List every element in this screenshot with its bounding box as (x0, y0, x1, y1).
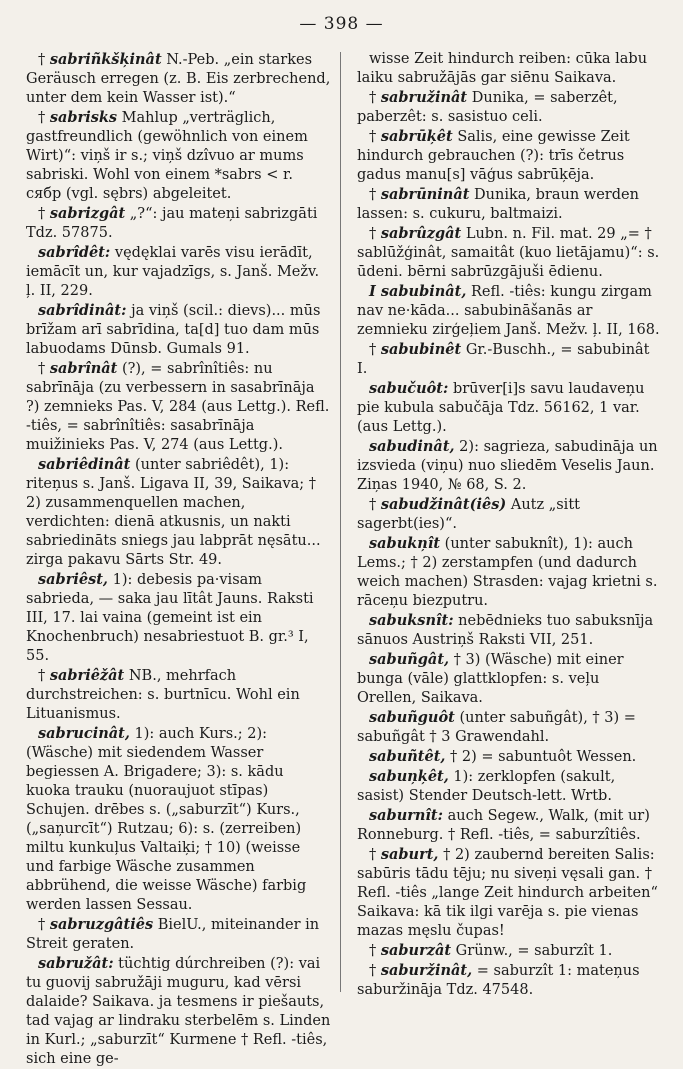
entry-headword: sabriêdinât (38, 456, 131, 473)
entry-headword: sabružinât (380, 89, 468, 106)
entry-definition: ja viņš (scil.: dievs)... mūs brīžam arī sabrīdina, ta[d] tuo dam mūs labuodams Dūnsb. Gumals 91. (26, 303, 321, 357)
entry-headword: saburžinât, (380, 962, 473, 979)
entry-definition: 2): sagrieza, sabudināja un izsvieda (viņu) nuo sliedēm Veselis Jaun. Ziņas 1940, № 68, S. 2. (357, 439, 658, 493)
entry-definition: wisse Zeit hindurch reiben: cūka labu laiku sabružājās gar siēnu Saikava. (357, 51, 648, 86)
entry-headword: sabrūninât (380, 186, 470, 203)
entry-definition: † 2) zaubernd bereiten Salis: sabūris tādu tēju; nu siveņi vęsali gan. † Refl. -tiês „lange Zeit hindurch arbeiten“ Saikava: kā tik ilgi varēja s. pie vienas mazas męslu čupas! (357, 847, 658, 939)
dagger-mark: † (38, 110, 50, 126)
dictionary-entry (26, 50, 331, 108)
entry-definition: Autz „sitt sagerbt(ies)“. (357, 497, 580, 532)
dictionary-entry (26, 666, 331, 724)
entry-headword: sabuñgât, (369, 651, 450, 668)
entry-headword: sabubinêt (380, 341, 462, 358)
entry-headword: sabrîdinât: (38, 302, 127, 319)
entry-definition: Refl. -tiês: kungu zirgam nav ne·kāda... sabubināšanās ar zemnieku zirģeļiem Janš. Mežv. ļ. II, 168. (357, 284, 660, 338)
entry-headword: sabuksnît: (369, 612, 454, 629)
entry-headword: sabriñkšķinât (49, 51, 162, 68)
entry-headword: sabuñtêt, (369, 748, 446, 765)
entry-definition: Salis, eine gewisse Zeit hindurch gebrauchen (?): trīs četrus gadus manu[s] vāģus sabrūķēja. (357, 129, 630, 183)
entry-definition: † 3) (Wäsche) mit einer bunga (vāle) glattklopfen: s. veļu Orellen, Saikava. (357, 652, 624, 706)
dagger-mark: † (369, 129, 381, 145)
dagger-mark: † (369, 497, 381, 513)
entry-definition: Dunika, = saberzêt, paberzêt: s. sasistuo celi. (357, 90, 618, 125)
entry-definition: NB., mehrfach durchstreichen: s. burtnīcu. Wohl ein Lituanismus. (26, 668, 300, 722)
entry-headword: saburzât (380, 942, 452, 959)
entry-definition: † 2) = sabuntuôt Wessen. (445, 749, 637, 765)
entry-definition: Dunika, braun werden lassen: s. cukuru, baltmaizi. (357, 187, 639, 222)
entry-definition: Gr.-Buschh., = sabubinât I. (357, 342, 650, 377)
page-number: — 398 — (299, 14, 384, 34)
entry-definition: nebēdnieks tuo sabuksnīja sānuos Austriņš Raksti VII, 251. (357, 613, 654, 648)
entry-headword: sabrizgât (49, 205, 126, 222)
entry-definition: = saburzît 1: mateņus saburžināja Tdz. 47548. (357, 963, 640, 998)
entry-headword: sabrisks (49, 109, 118, 126)
entry-definition: Grünw., = saburzît 1. (451, 943, 613, 959)
dagger-mark: † (38, 917, 50, 933)
dictionary-entry (357, 379, 660, 437)
dictionary-entry (357, 224, 660, 282)
dictionary-entry (357, 282, 660, 340)
entry-definition: auch Segew., Walk, (mit ur) Ronneburg. † Refl. -tiês, = saburzîtiês. (357, 808, 650, 843)
entry-definition: vędęklai varēs visu ierādīt, iemācīt un, kur vajadzīgs, s. Janš. Mežv. ļ. II, 229. (26, 245, 320, 299)
dictionary-entry (357, 961, 660, 1000)
entry-definition: (unter sabuknît), 1): auch Lems.; † 2) zerstampfen (und dadurch weich machen) Strasden: vajag krietni s. rāceņu biezputru. (357, 536, 658, 609)
dictionary-entry (357, 941, 660, 961)
entry-headword: I sabubinât, (369, 283, 467, 300)
entry-definition: Mahlup „verträglich, gastfreundlich (gewöhnlich von einem Wirt)“: viņš ir s.; viņš dzîvuo ar mums sabriski. Wohl von einem *sabrs < r. сябр (vgl. sębrs) abgeleitet. (26, 110, 308, 202)
entry-headword: saburt, (380, 846, 439, 863)
entry-definition: N.-Peb. „ein starkes Geräusch erregen (z. B. Eis zerbrechend, unter dem kein Wasser ist).“ (26, 52, 331, 106)
dictionary-entry (357, 747, 660, 767)
dagger-mark: † (369, 963, 381, 979)
dictionary-entry (357, 340, 660, 379)
entry-headword: sabrînât (49, 360, 118, 377)
dictionary-entry (357, 88, 660, 127)
entry-definition: „?“: jau mateņi sabrizgāti Tdz. 57875. (26, 206, 318, 241)
entry-headword: sabrîdêt: (38, 244, 111, 261)
dictionary-entry (26, 108, 331, 204)
dagger-mark: † (369, 847, 381, 863)
entry-headword: sabudžinât(iês) (380, 496, 507, 513)
entry-headword: sabružât: (38, 955, 114, 972)
entry-headword: sabukņît (369, 535, 441, 552)
dictionary-entry (357, 767, 660, 806)
entry-headword: sabriêžât (49, 667, 125, 684)
dictionary-entry (26, 915, 331, 954)
dictionary-entry (357, 185, 660, 224)
dictionary-entry (357, 495, 660, 534)
dagger-mark: † (38, 52, 50, 68)
dictionary-entry (357, 845, 660, 941)
dictionary-entry (357, 650, 660, 708)
dagger-mark: † (369, 187, 381, 203)
dictionary-entry (26, 570, 331, 666)
dictionary-entry (357, 437, 660, 495)
left-column (26, 50, 331, 1069)
entry-definition: 1): debesis pa·visam sabrieda, — saka jau lītât Jauns. Raksti III, 17. lai vaina (gemeint ist ein Knochenbruch) nesabriestuot B. gr.³ I, 55. (26, 572, 314, 664)
right-column (357, 50, 660, 1000)
entry-headword: sabrucinât, (38, 725, 130, 742)
entry-definition: BielU., miteinander in Streit geraten. (26, 917, 320, 952)
entry-headword: sabučuôt: (369, 380, 449, 397)
dictionary-entry (26, 243, 331, 301)
dictionary-entry (26, 204, 331, 243)
dictionary-entry (26, 359, 331, 455)
dictionary-entry (357, 534, 660, 611)
entry-definition: (?), = sabrînîtiês: nu sabrīnāja (zu verbessern in sasabrīnāja ?) zemnieks Pas. V, 284 (aus Lettg.). Refl. -tiês, = sabrînîtiês: sasabrīnāja muižinieks Pas. V, 274 (aus Lettg.). (26, 361, 330, 453)
dagger-mark: † (369, 90, 381, 106)
entry-definition: Lubn. n. Fil. mat. 29 „= † sablūžģinât, samaitât (kuo lietājamu)“: s. ūdeni. bērni sabrūzgājuši ēdienu. (357, 226, 660, 280)
entry-headword: sabuñguôt (369, 709, 455, 726)
column-divider (340, 52, 341, 992)
dagger-mark: † (369, 226, 381, 242)
dictionary-entry (357, 611, 660, 650)
dagger-mark: † (38, 361, 50, 377)
dictionary-entry (26, 724, 331, 915)
entry-headword: sabruzgâtiês (49, 916, 154, 933)
dictionary-entry (26, 455, 331, 570)
entry-headword: sabriêst, (38, 571, 108, 588)
entry-headword: sabudinât, (369, 438, 455, 455)
dagger-mark: † (38, 206, 50, 222)
entry-definition: brūver[i]s savu laudaveņu pie kubula sabučāja Tdz. 56162, 1 var. (aus Lettg.). (357, 381, 645, 435)
entry-headword: sabrūķêt (380, 128, 453, 145)
entry-headword: sabuņķêt, (369, 768, 449, 785)
dictionary-entry (26, 301, 331, 359)
dictionary-entry (26, 954, 331, 1069)
entry-definition: (unter sabuñgât), † 3) = sabuñgât † 3 Grawendahl. (357, 710, 636, 745)
dagger-mark: † (369, 943, 381, 959)
entry-definition: 1): auch Kurs.; 2): (Wäsche) mit siedendem Wasser begiessen A. Brigadere; 3): s. kādu kuoka trauku (nuoraujuot stīpas) Schujen. drēbes s. („saburzīt“) Kurs., („saņurcīt“) Rutzau; 6): s. (zerreiben) miltu kunkuļus Valtaiķi; † 10) (weisse und farbige Wäsche zusammen abbrühend, die weisse Wäsche) farbig werden lassen Sessau. (26, 726, 307, 913)
entry-definition: 1): zerklopfen (sakult, sasist) Stender Deutsch-lett. Wrtb. (357, 769, 616, 804)
dictionary-entry (357, 806, 660, 845)
dagger-mark: † (369, 342, 381, 358)
dagger-mark: † (38, 668, 50, 684)
dictionary-entry (357, 708, 660, 747)
entry-definition: (unter sabriêdêt), 1): riteņus s. Janš. Ligava II, 39, Saikava; † 2) zusammenquellen machen, verdichten: dienā atkusnis, un nakti sabriedināts sniegs jau labprāt nęsātu... zirga pakavu Sārts Str. 49. (26, 457, 321, 568)
dictionary-entry (357, 50, 660, 88)
entry-definition: tüchtig dúrchreiben (?): vai tu guovij sabružāji muguru, kad vērsi dalaide? Saikava. ja tesmens ir piešauts, tad vajag ar lindraku sterbelēm s. Linden in Kurl.; „saburzīt“ Kurmene † Refl. -tiês, sich eine ge- (26, 956, 331, 1067)
entry-headword: sabrûzgât (380, 225, 462, 242)
dictionary-entry (357, 127, 660, 185)
entry-headword: saburnît: (369, 807, 443, 824)
